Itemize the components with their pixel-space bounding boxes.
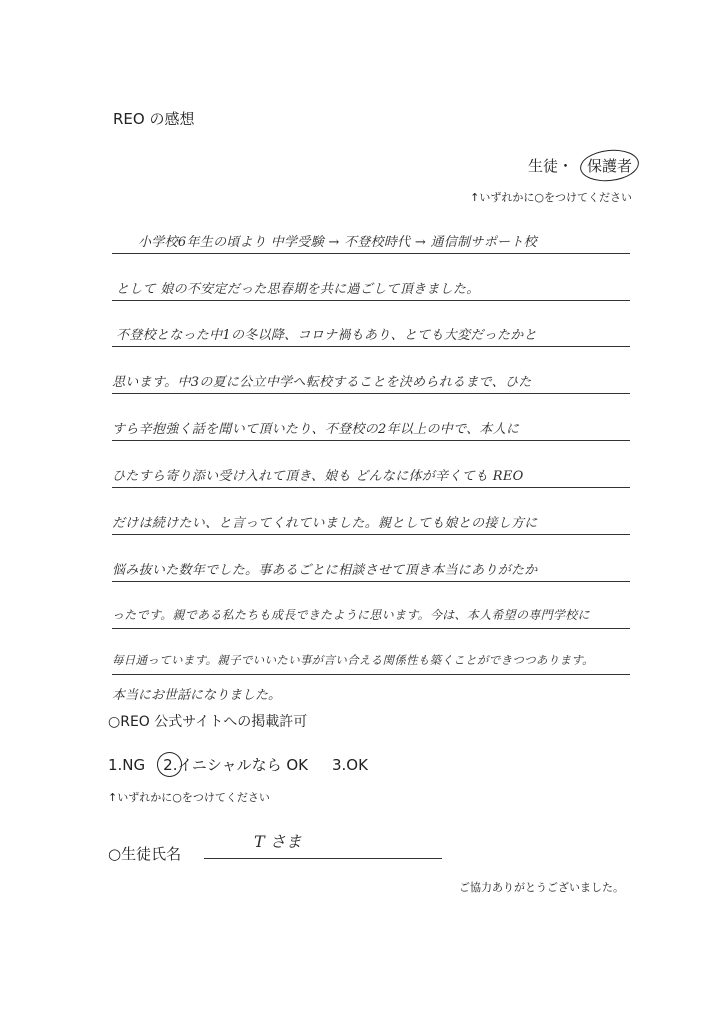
impression-line-2: として 娘の不安定だった思春期を共に過ごして頂きました。: [116, 282, 480, 297]
impression-line-9: ったです。親である私たちも成長できたように思います。今は、本人希望の専門学校に: [112, 608, 590, 622]
thanks-message: ご協力ありがとうございました。: [459, 881, 624, 894]
circle-instruction-top: ↑いずれかに○をつけてください: [470, 191, 632, 204]
circle-instruction-bottom: ↑いずれかに○をつけてください: [108, 791, 270, 804]
permission-options: [108, 754, 368, 775]
impression-line-7: だけは続けたい、と言ってくれていました。親としても娘との接し方に: [112, 516, 538, 531]
impression-closing-line: 本当にお世話になりました。: [112, 688, 282, 703]
impression-line-8: 悩み抜いた数年でした。事あるごとに相談させて頂き本当にありがたか: [112, 563, 538, 578]
role-selection: [528, 155, 632, 176]
impression-line-10: 毎日通っています。親子でいいたい事が言い合える関係性も築くことができつつあります。: [112, 653, 594, 667]
permission-title: ○REO 公式サイトへの掲載許可: [108, 714, 308, 730]
role-separator: ・: [557, 157, 573, 175]
impression-line-5: すら辛抱強く話を聞いて頂いたり、不登校の2年以上の中で、本人に: [112, 422, 520, 437]
page-title: REO の感想: [113, 110, 195, 128]
option-2-label: イニシャルなら OK: [177, 756, 308, 774]
student-name-underline: [204, 836, 442, 859]
impression-line-3: 不登校となった中1の冬以降、コロナ禍もあり、とても大変だったかと: [116, 328, 537, 343]
impression-line-4: 思います。中3の夏に公立中学へ転校することを決められるまで、ひた: [112, 375, 532, 390]
student-name-label: ○生徒氏名: [108, 845, 182, 863]
student-name-value: T さま: [254, 832, 302, 851]
option-ok: 3.OK: [331, 756, 368, 774]
role-student: 生徒: [527, 157, 558, 175]
impression-line-6: ひたすら寄り添い受け入れて頂き、娘も どんなに体が辛くても REO: [112, 469, 524, 484]
option-initials-ok: [163, 756, 308, 774]
role-guardian-circled: 保護者: [586, 157, 632, 175]
option-ng: 1.NG: [108, 756, 146, 774]
impression-line-1: 小学校6年生の頃より 中学受験 → 不登校時代 → 通信制サポート校: [138, 235, 537, 250]
option-2-circled: 2.: [163, 756, 178, 774]
